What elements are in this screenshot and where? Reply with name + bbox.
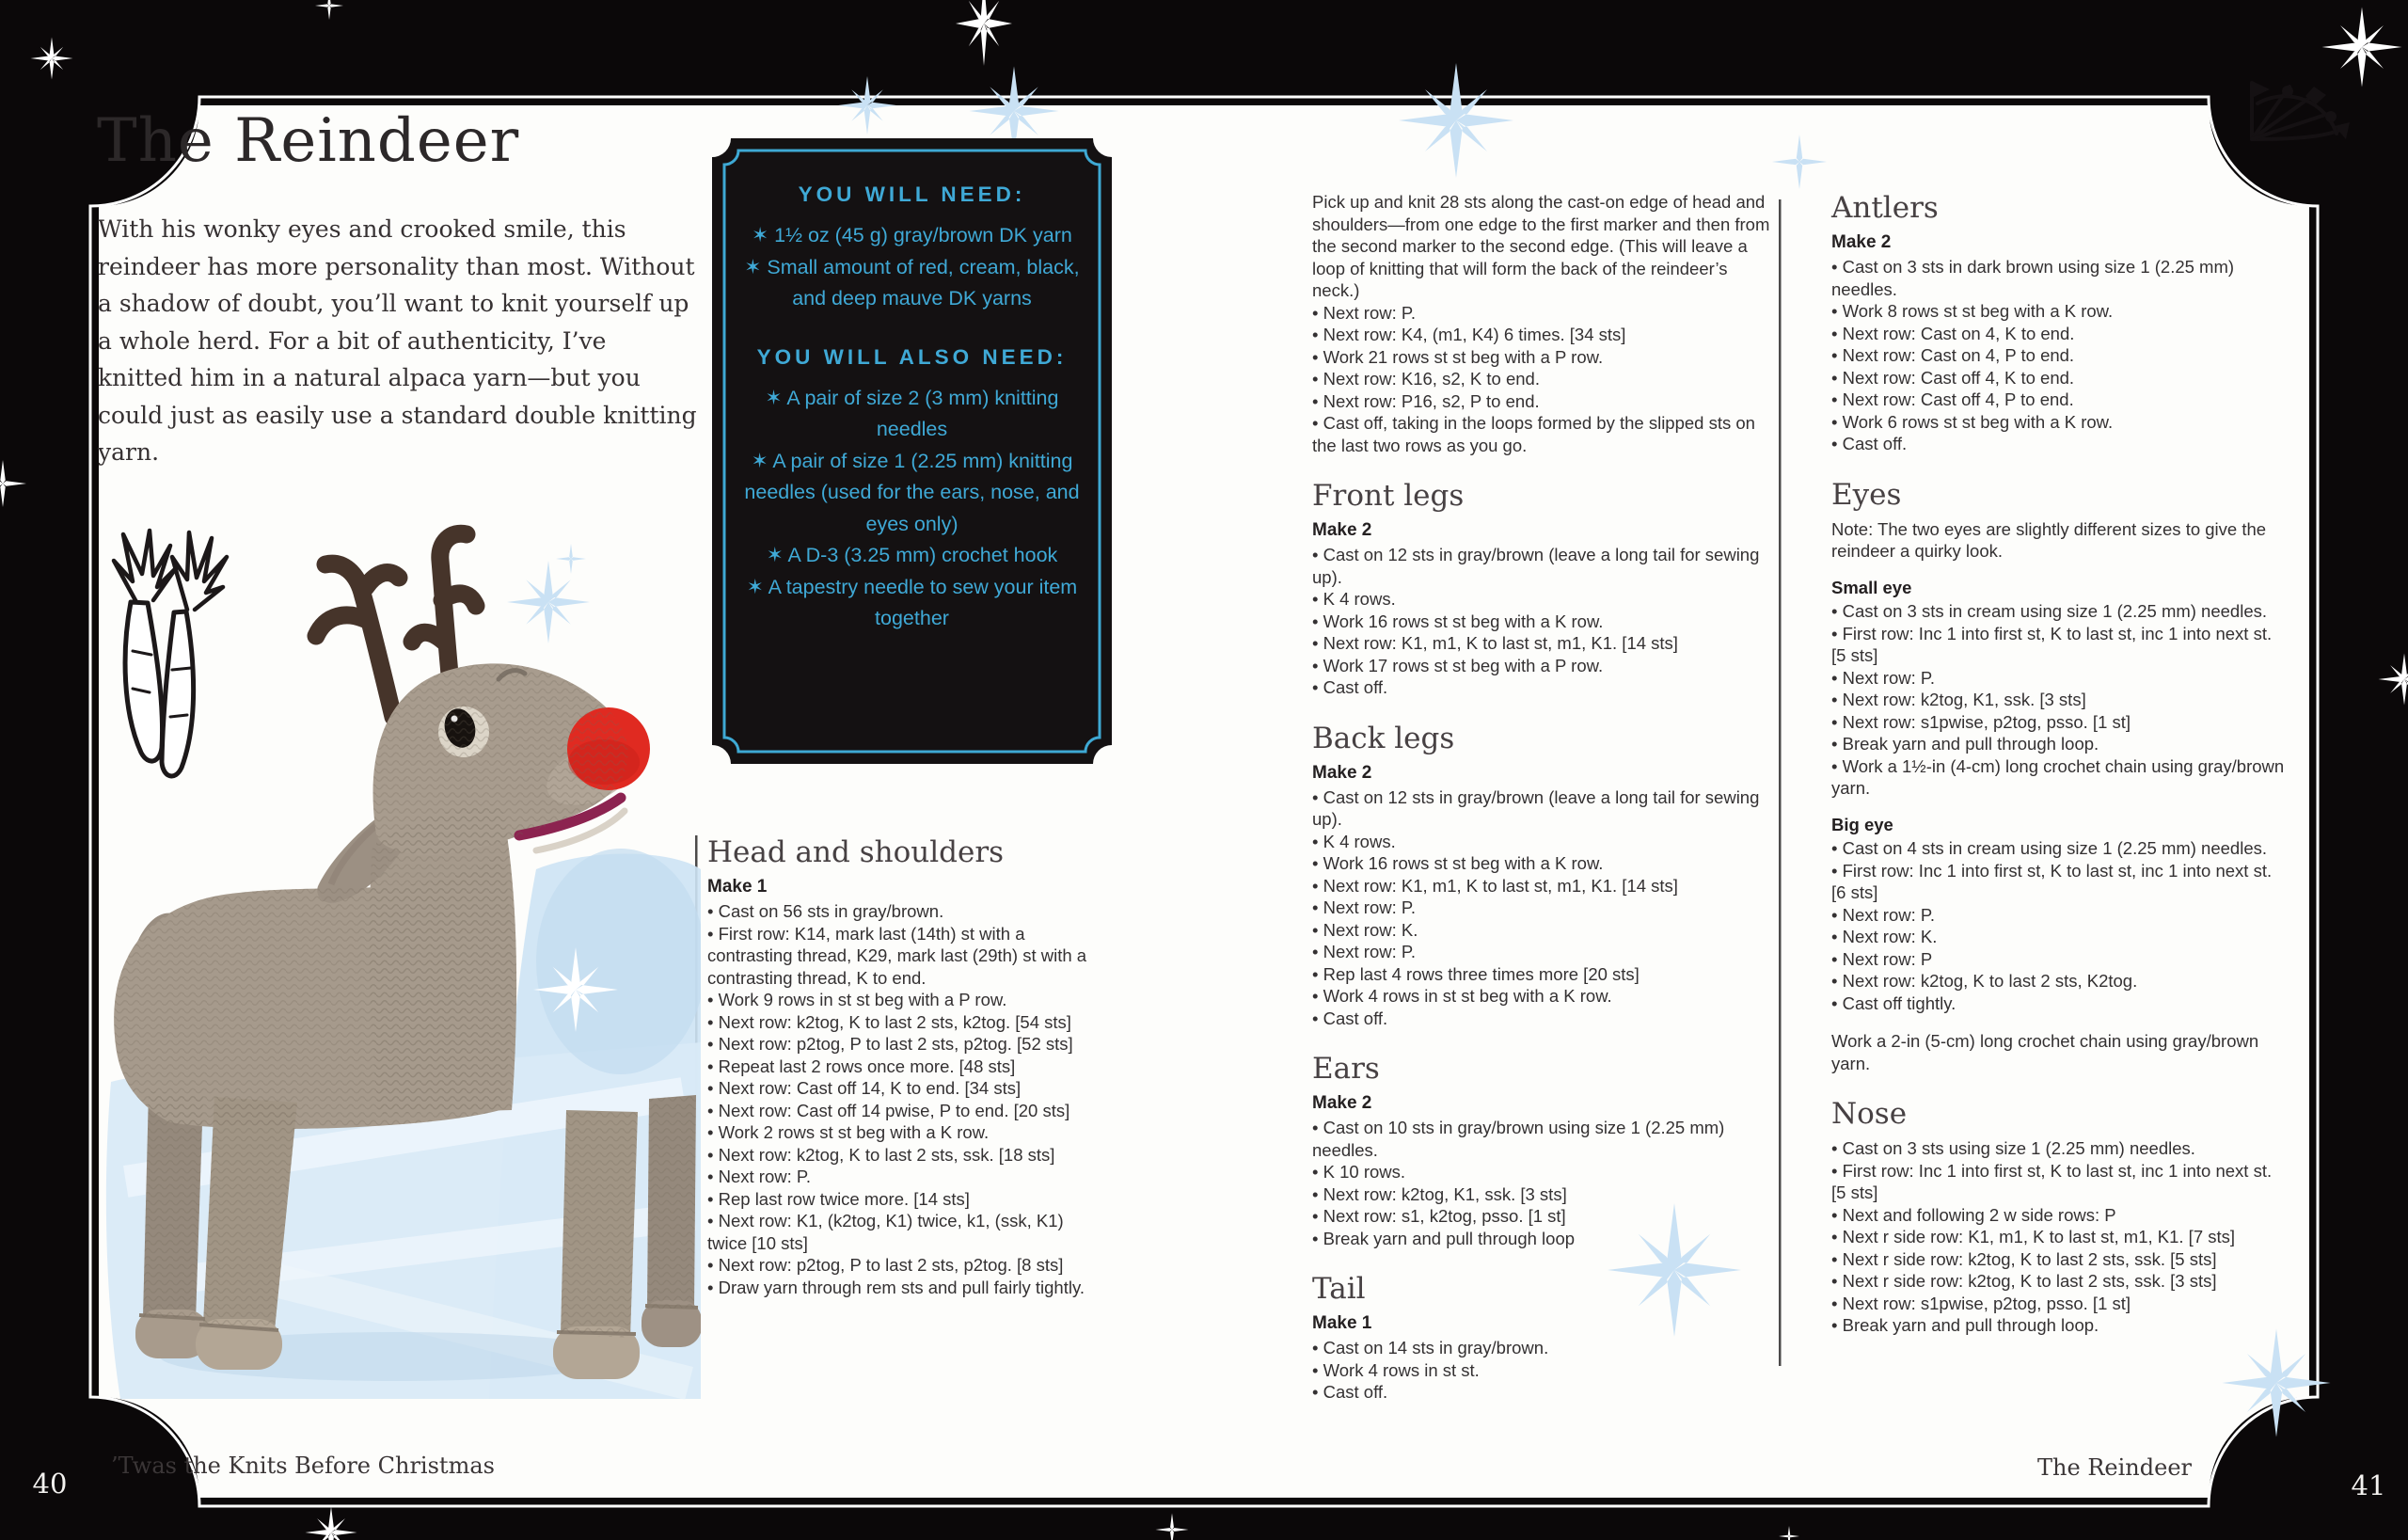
pattern-step: • Next row: Cast on 4, P to end. — [1831, 345, 2075, 365]
section-heading: Ears — [1312, 1052, 1380, 1086]
footer-book-title: ’Twas the Knits Before Christmas — [111, 1453, 495, 1479]
pattern-steps — [1831, 837, 2289, 1014]
reindeer-photo — [94, 519, 701, 1404]
materials-item: ✶ 1½ oz (45 g) gray/brown DK yarn — [752, 224, 1072, 246]
make-count-label: Make 1 — [1312, 1313, 1372, 1333]
pattern-step: • K 10 rows. — [1312, 1162, 1406, 1182]
pattern-step: • Next row: K. — [1831, 927, 1938, 946]
make-count-label: Make 2 — [1312, 762, 1372, 783]
pattern-step: • Cast off. — [1831, 434, 1908, 453]
you-will-also-need-list — [737, 383, 1087, 635]
section-heading: Head and shoulders — [707, 835, 1005, 869]
pattern-step: • Cast on 14 sts in gray/brown. — [1312, 1338, 1549, 1357]
pattern-step: • Next row: P. — [1831, 904, 1935, 925]
pattern-step: • Next row: K1, m1, K to last st, m1, K1. [14 sts] — [1312, 875, 1678, 896]
you-will-also-need-heading: YOU WILL ALSO NEED: — [756, 344, 1068, 369]
pattern-steps — [1312, 1117, 1771, 1249]
intro-paragraph: With his wonky eyes and crooked smile, this reindeer has more personality than most. Without a shadow of doubt, you’ll want to knit yourself up a whole herd. For a bit of authenticity, I’ve knitted him in a natural alpaca yarn—but you could just as easily use a standard double knitting yarn. — [98, 215, 697, 466]
pattern-step: • First row: Inc 1 into first st, K to last st, inc 1 into next st. [6 sts] — [1831, 860, 2273, 902]
pattern-step: • Work 21 rows st st beg with a P row. — [1312, 346, 1604, 367]
pattern-step: • Cast off. — [1312, 1008, 1388, 1028]
pattern-step: • Next row: P. — [707, 1167, 811, 1186]
footer-chapter-title: The Reindeer — [2037, 1454, 2192, 1481]
pattern-step: • Next row: k2tog, K to last 2 sts, ssk. [18 sts] — [707, 1144, 1055, 1165]
pattern-step: • Cast off, taking in the loops formed by the slipped sts on the last two rows as you go. — [1312, 413, 1755, 455]
pattern-step: • Next row: k2tog, K to last 2 sts, K2tog. — [1831, 971, 2138, 991]
pattern-step: • Cast on 12 sts in gray/brown (leave a long tail for sewing up). — [1312, 786, 1760, 829]
pattern-step: • Next row: k2tog, K to last 2 sts, k2tog. [54 sts] — [707, 1011, 1071, 1032]
pattern-step: • Cast on 56 sts in gray/brown. — [707, 901, 944, 921]
pattern-step: • Next row: p2tog, P to last 2 sts, p2tog. [8 sts] — [707, 1255, 1064, 1275]
pattern-step: • Next row: P. — [1312, 897, 1416, 917]
pattern-step: • K 4 rows. — [1312, 831, 1396, 851]
pattern-paragraph: Note: The two eyes are slightly different sizes to give the reindeer a quirky look. — [1831, 518, 2267, 561]
column-legs-ears-tail — [1312, 191, 1771, 1405]
pattern-step: • Next row: Cast off 4, K to end. — [1831, 367, 2075, 388]
pattern-step: • Cast on 3 sts using size 1 (2.25 mm) needles. — [1831, 1138, 2195, 1158]
pattern-step: • Work 9 rows in st st beg with a P row. — [707, 990, 1007, 1009]
materials-box — [712, 138, 1112, 764]
pattern-step: • Cast off. — [1312, 677, 1388, 697]
pattern-step: • Work 4 rows in st st beg with a K row. — [1312, 986, 1612, 1006]
section-heading: Eyes — [1831, 477, 1902, 512]
pattern-step: • Next row: p2tog, P to last 2 sts, p2tog. [52 sts] — [707, 1034, 1073, 1054]
section-heading: Tail — [1312, 1272, 1366, 1306]
pattern-step: • Next row: s1, k2tog, psso. [1 st] — [1312, 1206, 1566, 1226]
pattern-step: • Work 4 rows in st st. — [1312, 1359, 1480, 1380]
pattern-step: • Next r side row: k2tog, K to last 2 sts, ssk. [5 sts] — [1831, 1248, 2217, 1269]
pattern-step: • Next row: Cast on 4, K to end. — [1831, 323, 2075, 343]
pattern-steps — [1312, 302, 1771, 457]
pattern-step: • Work 16 rows st st beg with a K row. — [1312, 611, 1604, 631]
pattern-step: • Work 16 rows st st beg with a K row. — [1312, 853, 1604, 873]
pattern-step: • Work 8 rows st st beg with a K row. — [1831, 301, 2114, 321]
pattern-step: • Work 17 rows st st beg with a P row. — [1312, 655, 1604, 675]
pattern-steps — [1831, 1137, 2289, 1337]
pattern-steps — [707, 900, 1102, 1298]
make-count-label: Make 2 — [1831, 232, 1892, 252]
section-heading: Front legs — [1312, 479, 1465, 513]
materials-item: ✶ A tapestry needle to sew your item together — [746, 575, 1078, 629]
pattern-steps — [1831, 600, 2289, 800]
pattern-step: • Next r side row: k2tog, K to last 2 sts, ssk. [3 sts] — [1831, 1271, 2217, 1291]
page-number-left: 40 — [32, 1468, 68, 1500]
materials-item: ✶ Small amount of red, cream, black, and deep mauve DK yarns — [744, 255, 1080, 310]
make-count-label: Make 2 — [1312, 520, 1372, 540]
pattern-step: • Break yarn and pull through loop. — [1831, 734, 2099, 754]
pattern-step: • Next row: P. — [1312, 302, 1416, 323]
you-will-need-list — [737, 220, 1087, 315]
pattern-step: • Work a 1½-in (4-cm) long crochet chain using gray/brown yarn. — [1831, 755, 2285, 798]
pattern-step: • Next row: k2tog, K1, ssk. [3 sts] — [1831, 690, 2086, 709]
materials-item: ✶ A D-3 (3.25 mm) crochet hook — [766, 544, 1058, 566]
pattern-steps — [1312, 786, 1771, 1030]
pattern-step: • Cast on 10 sts in gray/brown using size 1 (2.25 mm) needles. — [1312, 1118, 1725, 1160]
pattern-steps — [1831, 256, 2289, 455]
make-count-label: Make 2 — [1312, 1093, 1372, 1113]
subsection-label: Big eye — [1831, 814, 1893, 834]
pattern-step: • Next row: k2tog, K1, ssk. [3 sts] — [1312, 1183, 1567, 1204]
column-head-and-shoulders — [707, 835, 1102, 1299]
materials-item: ✶ A pair of size 1 (2.25 mm) knitting needles (used for the ears, nose, and eyes only) — [744, 449, 1080, 535]
pattern-step: • Next row: s1pwise, p2tog, psso. [1 st] — [1831, 1293, 2131, 1313]
spacer — [1831, 1015, 2289, 1030]
pattern-step: • Work 6 rows st st beg with a K row. — [1831, 411, 2114, 432]
pattern-step: • Cast off. — [1312, 1382, 1388, 1402]
pattern-paragraph: Pick up and knit 28 sts along the cast-on edge of head and shoulders—from one edge to the first marker and then from the second marker to the second edge. (This will leave a loop of knitting that will form the back of the reindeer’s neck.) — [1312, 192, 1770, 300]
pattern-steps — [1312, 1337, 1771, 1404]
pattern-step: • Next row: Cast off 4, P to end. — [1831, 389, 2074, 409]
page-title: The Reindeer — [97, 106, 520, 176]
pattern-step: • Cast on 3 sts in cream using size 1 (2.25 mm) needles. — [1831, 601, 2268, 621]
pattern-paragraph: Work a 2-in (5-cm) long crochet chain using gray/brown yarn. — [1831, 1031, 2259, 1073]
pattern-step: • Rep last row twice more. [14 sts] — [707, 1188, 970, 1209]
pattern-step: • Repeat last 2 rows once more. [48 sts] — [707, 1056, 1016, 1076]
section-heading: Nose — [1831, 1097, 1908, 1131]
materials-box-content — [712, 138, 1112, 764]
pattern-step: • Draw yarn through rem sts and pull fairly tightly. — [707, 1277, 1085, 1297]
pattern-step: • First row: Inc 1 into first st, K to last st, inc 1 into next st. [5 sts] — [1831, 623, 2273, 665]
pattern-step: • Next row: K. — [1312, 919, 1418, 940]
section-heading: Back legs — [1312, 721, 1455, 755]
pattern-step: • K 4 rows. — [1312, 589, 1396, 609]
section-heading: Antlers — [1831, 191, 1939, 225]
pattern-step: • Break yarn and pull through loop. — [1831, 1315, 2099, 1335]
pattern-step: • First row: K14, mark last (14th) st with a contrasting thread, K29, mark last (29th) st with a contrasting thread, K to end. — [707, 923, 1087, 988]
you-will-need-heading: YOU WILL NEED: — [798, 183, 1026, 206]
pattern-step: • Next row: K1, m1, K to last st, m1, K1. [14 sts] — [1312, 633, 1678, 653]
pattern-step: • Next r side row: K1, m1, K to last st, m1, K1. [7 sts] — [1831, 1227, 2236, 1246]
pattern-step: • Cast off tightly. — [1831, 992, 1956, 1013]
pattern-step: • Next row: P — [1831, 948, 1933, 969]
pattern-step: • Cast on 12 sts in gray/brown (leave a long tail for sewing up). — [1312, 545, 1760, 587]
pattern-step: • First row: Inc 1 into first st, K to last st, inc 1 into next st. [5 sts] — [1831, 1160, 2273, 1202]
pattern-step: • Next and following 2 w side rows: P — [1831, 1204, 2116, 1225]
pattern-step: • Next row: K1, (k2tog, K1) twice, k1, (ssk, K1) twice [10 sts] — [707, 1211, 1064, 1253]
subsection-label: Small eye — [1831, 577, 1912, 597]
pattern-step: • Cast on 4 sts in cream using size 1 (2.25 mm) needles. — [1831, 838, 2268, 858]
pattern-step: • Next row: K16, s2, K to end. — [1312, 369, 1540, 389]
column-antlers-eyes-nose — [1831, 191, 2289, 1338]
pattern-step: • Next row: s1pwise, p2tog, psso. [1 st] — [1831, 711, 2131, 732]
make-count-label: Make 1 — [707, 877, 768, 897]
pattern-step: • Rep last 4 rows three times more [20 sts] — [1312, 963, 1640, 984]
pattern-step: • Next row: Cast off 14, K to end. [34 sts] — [707, 1078, 1022, 1098]
pattern-step: • Next row: P. — [1312, 942, 1416, 961]
pattern-step: • Next row: K4, (m1, K4) 6 times. [34 sts] — [1312, 325, 1626, 344]
pattern-step: • Break yarn and pull through loop — [1312, 1228, 1576, 1248]
page-number-right: 41 — [2351, 1469, 2386, 1501]
column-rule-right — [1779, 199, 1782, 1366]
pattern-step: • Cast on 3 sts in dark brown using size 1 (2.25 mm) needles. — [1831, 257, 2235, 299]
pattern-step: • Next row: Cast off 14 pwise, P to end. [20 sts] — [707, 1100, 1070, 1120]
materials-item: ✶ A pair of size 2 (3 mm) knitting needles — [765, 386, 1059, 440]
pattern-steps — [1312, 544, 1771, 699]
pattern-step: • Next row: P. — [1831, 667, 1935, 688]
pattern-step: • Work 2 rows st st beg with a K row. — [707, 1122, 990, 1142]
pattern-step: • Next row: P16, s2, P to end. — [1312, 390, 1540, 411]
